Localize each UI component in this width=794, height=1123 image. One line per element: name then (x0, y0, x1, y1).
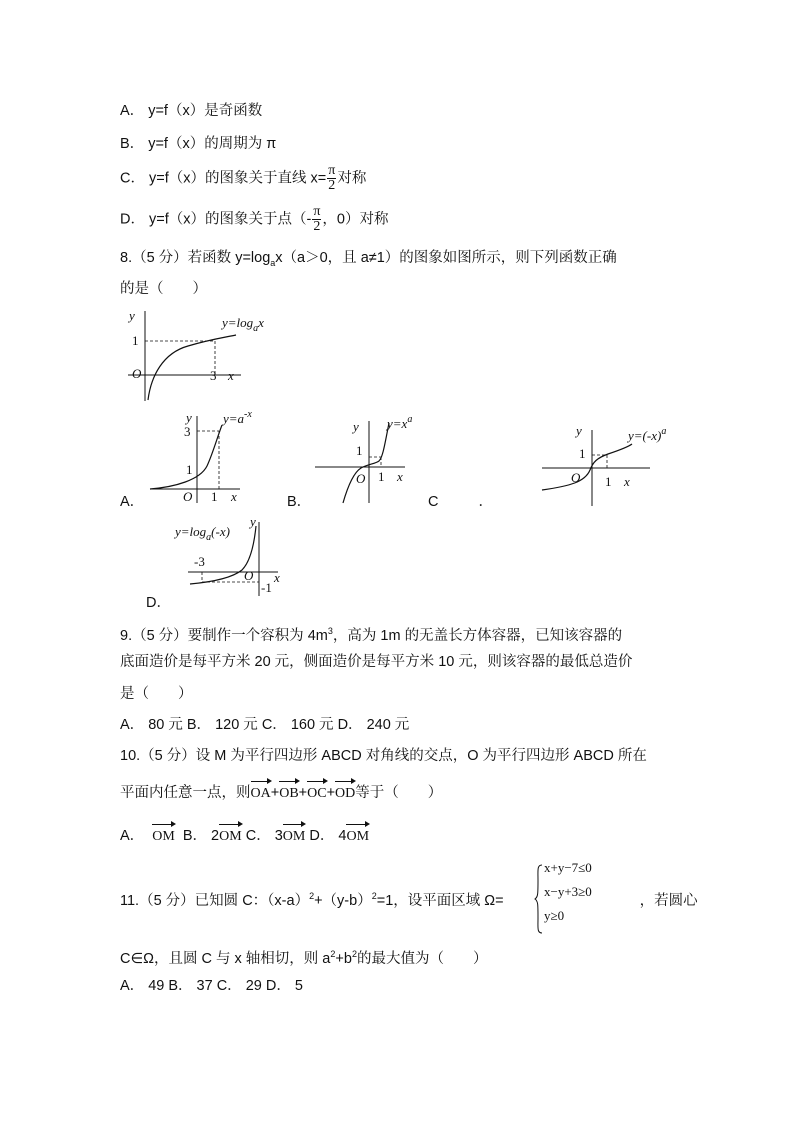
vector-od: OD (335, 784, 355, 804)
q10-stem-line1: 10.（5 分）设 M 为平行四边形 ABCD 对角线的交点，O 为平行四边形 ABCD 所在 (120, 748, 647, 764)
tick-1: 1 (132, 333, 139, 348)
inequality-1: x+y−7≤0 (544, 860, 592, 875)
function-label: $y=(-x)^a$ (628, 426, 667, 443)
q8-main-graph (118, 308, 278, 403)
vector-ob: OB (279, 784, 298, 804)
q8-stem-line1: 8.（5 分）若函数 $y=\log_ax(a>0$，且 a≠1）的图象如图所示，则下列函数正确 (120, 250, 617, 268)
q7-option-c-text: C． y=f（x）的图象关于直线 x= (120, 170, 327, 187)
q8-option-d-letter: D． (146, 595, 171, 611)
function-label: $y=\log_ax$ (222, 315, 264, 334)
q9-stem-line2: 底面造价是每平方米 20 元，侧面造价是每平方米 10 元，则该容器的最低总造价 (120, 654, 633, 670)
q9-options: A． 80 元 B． 120 元 C． 160 元 D． 240 元 (120, 717, 410, 733)
q8-option-b-letter: B． (287, 494, 312, 510)
q11-options: A． 49 B． 37 C． 29 D． 5 (120, 978, 303, 994)
q8-stem-line2: 的是（ ） (120, 281, 207, 297)
tick-3: 3 (210, 368, 217, 383)
svg-text:O: O (571, 470, 581, 485)
svg-text:1: 1 (605, 474, 612, 489)
svg-text:y: y (353, 419, 359, 434)
svg-text:1: 1 (356, 443, 363, 458)
vector-om: OM (219, 827, 242, 847)
axis-label-x: x (228, 368, 234, 383)
q10-options: A． OM B． 2OM C． 3OM D． 4OM (120, 826, 369, 847)
q11-stem-line1: 11.（5 分）已知圆 C：$(x-a)^2+(y-b)^2=1$，设平面区域 Ω= ，若圆心 (120, 891, 698, 909)
q7-option-d: D． y=f（x）的图象关于点（- $\frac{\pi}{2}$ ，0）对称 (120, 204, 389, 234)
svg-text:y: y (186, 410, 192, 425)
q8-option-a-letter: A． (120, 494, 145, 510)
svg-text:1: 1 (378, 469, 385, 484)
svg-text:1: 1 (579, 446, 586, 461)
svg-text:O: O (244, 568, 254, 583)
inequality-system (536, 862, 676, 928)
svg-text:y: y (250, 514, 256, 529)
vector-om: OM (283, 827, 306, 847)
q7-option-c: C． y=f（x）的图象关于直线 x= $\frac{\pi}{2}$ 对称 (120, 163, 367, 193)
svg-text:3: 3 (184, 424, 191, 439)
vector-oa: OA (251, 784, 271, 804)
q8-option-c-letter: C ． (428, 494, 493, 510)
svg-text:x: x (397, 469, 403, 484)
q9-stem-line3: 是（ ） (120, 686, 193, 702)
svg-text:x: x (231, 489, 237, 504)
q7-option-d-text: D． y=f（x）的图象关于点（- (120, 211, 312, 228)
function-label: $y=x^a$ (387, 414, 413, 431)
svg-text:O: O (356, 471, 366, 486)
svg-text:x: x (274, 570, 280, 585)
q8-option-a-graph (145, 408, 275, 503)
inequality-2: x−y+3≥0 (544, 884, 592, 899)
svg-text:-3: -3 (194, 554, 205, 569)
vector-om: OM (152, 827, 175, 847)
q8-option-b-graph (313, 413, 433, 508)
svg-text:y: y (576, 423, 582, 438)
q10-stem-line2: 平面内任意一点，则OA+OB+OC+OD等于（ ） (120, 783, 442, 804)
q9-stem-line1: 9.（5 分）要制作一个容积为 $4m^3$，高为 1m 的无盖长方体容器，已知该容器的 (120, 626, 623, 644)
function-label: $y=\log_a(-x)$ (175, 524, 230, 543)
q8-option-c-graph (540, 420, 690, 510)
fraction-pi-over-2: $\frac{\pi}{2}$ (313, 204, 321, 234)
fraction-pi-over-2: $\frac{\pi}{2}$ (328, 163, 336, 193)
svg-text:-1: -1 (261, 580, 272, 595)
axis-label-y: y (129, 308, 135, 323)
vector-om: OM (346, 827, 369, 847)
svg-text:1: 1 (186, 462, 193, 477)
origin-label: O (132, 366, 142, 381)
q7-option-b: B． y=f（x）的周期为 π (120, 136, 277, 152)
svg-text:x: x (624, 474, 630, 489)
inequality-3: y≥0 (544, 908, 565, 923)
vector-oc: OC (307, 784, 326, 804)
q8-option-d-graph (172, 514, 312, 599)
q11-stem-line2: C∈Ω，且圆 C 与 x 轴相切，则 $a^2+b^2$的最大值为（ ） (120, 949, 488, 967)
svg-text:1: 1 (211, 489, 218, 504)
function-label: $y=a^{-x}$ (223, 409, 252, 426)
q7-option-a: A． y=f（x）是奇函数 (120, 103, 263, 119)
svg-text:O: O (183, 489, 193, 504)
